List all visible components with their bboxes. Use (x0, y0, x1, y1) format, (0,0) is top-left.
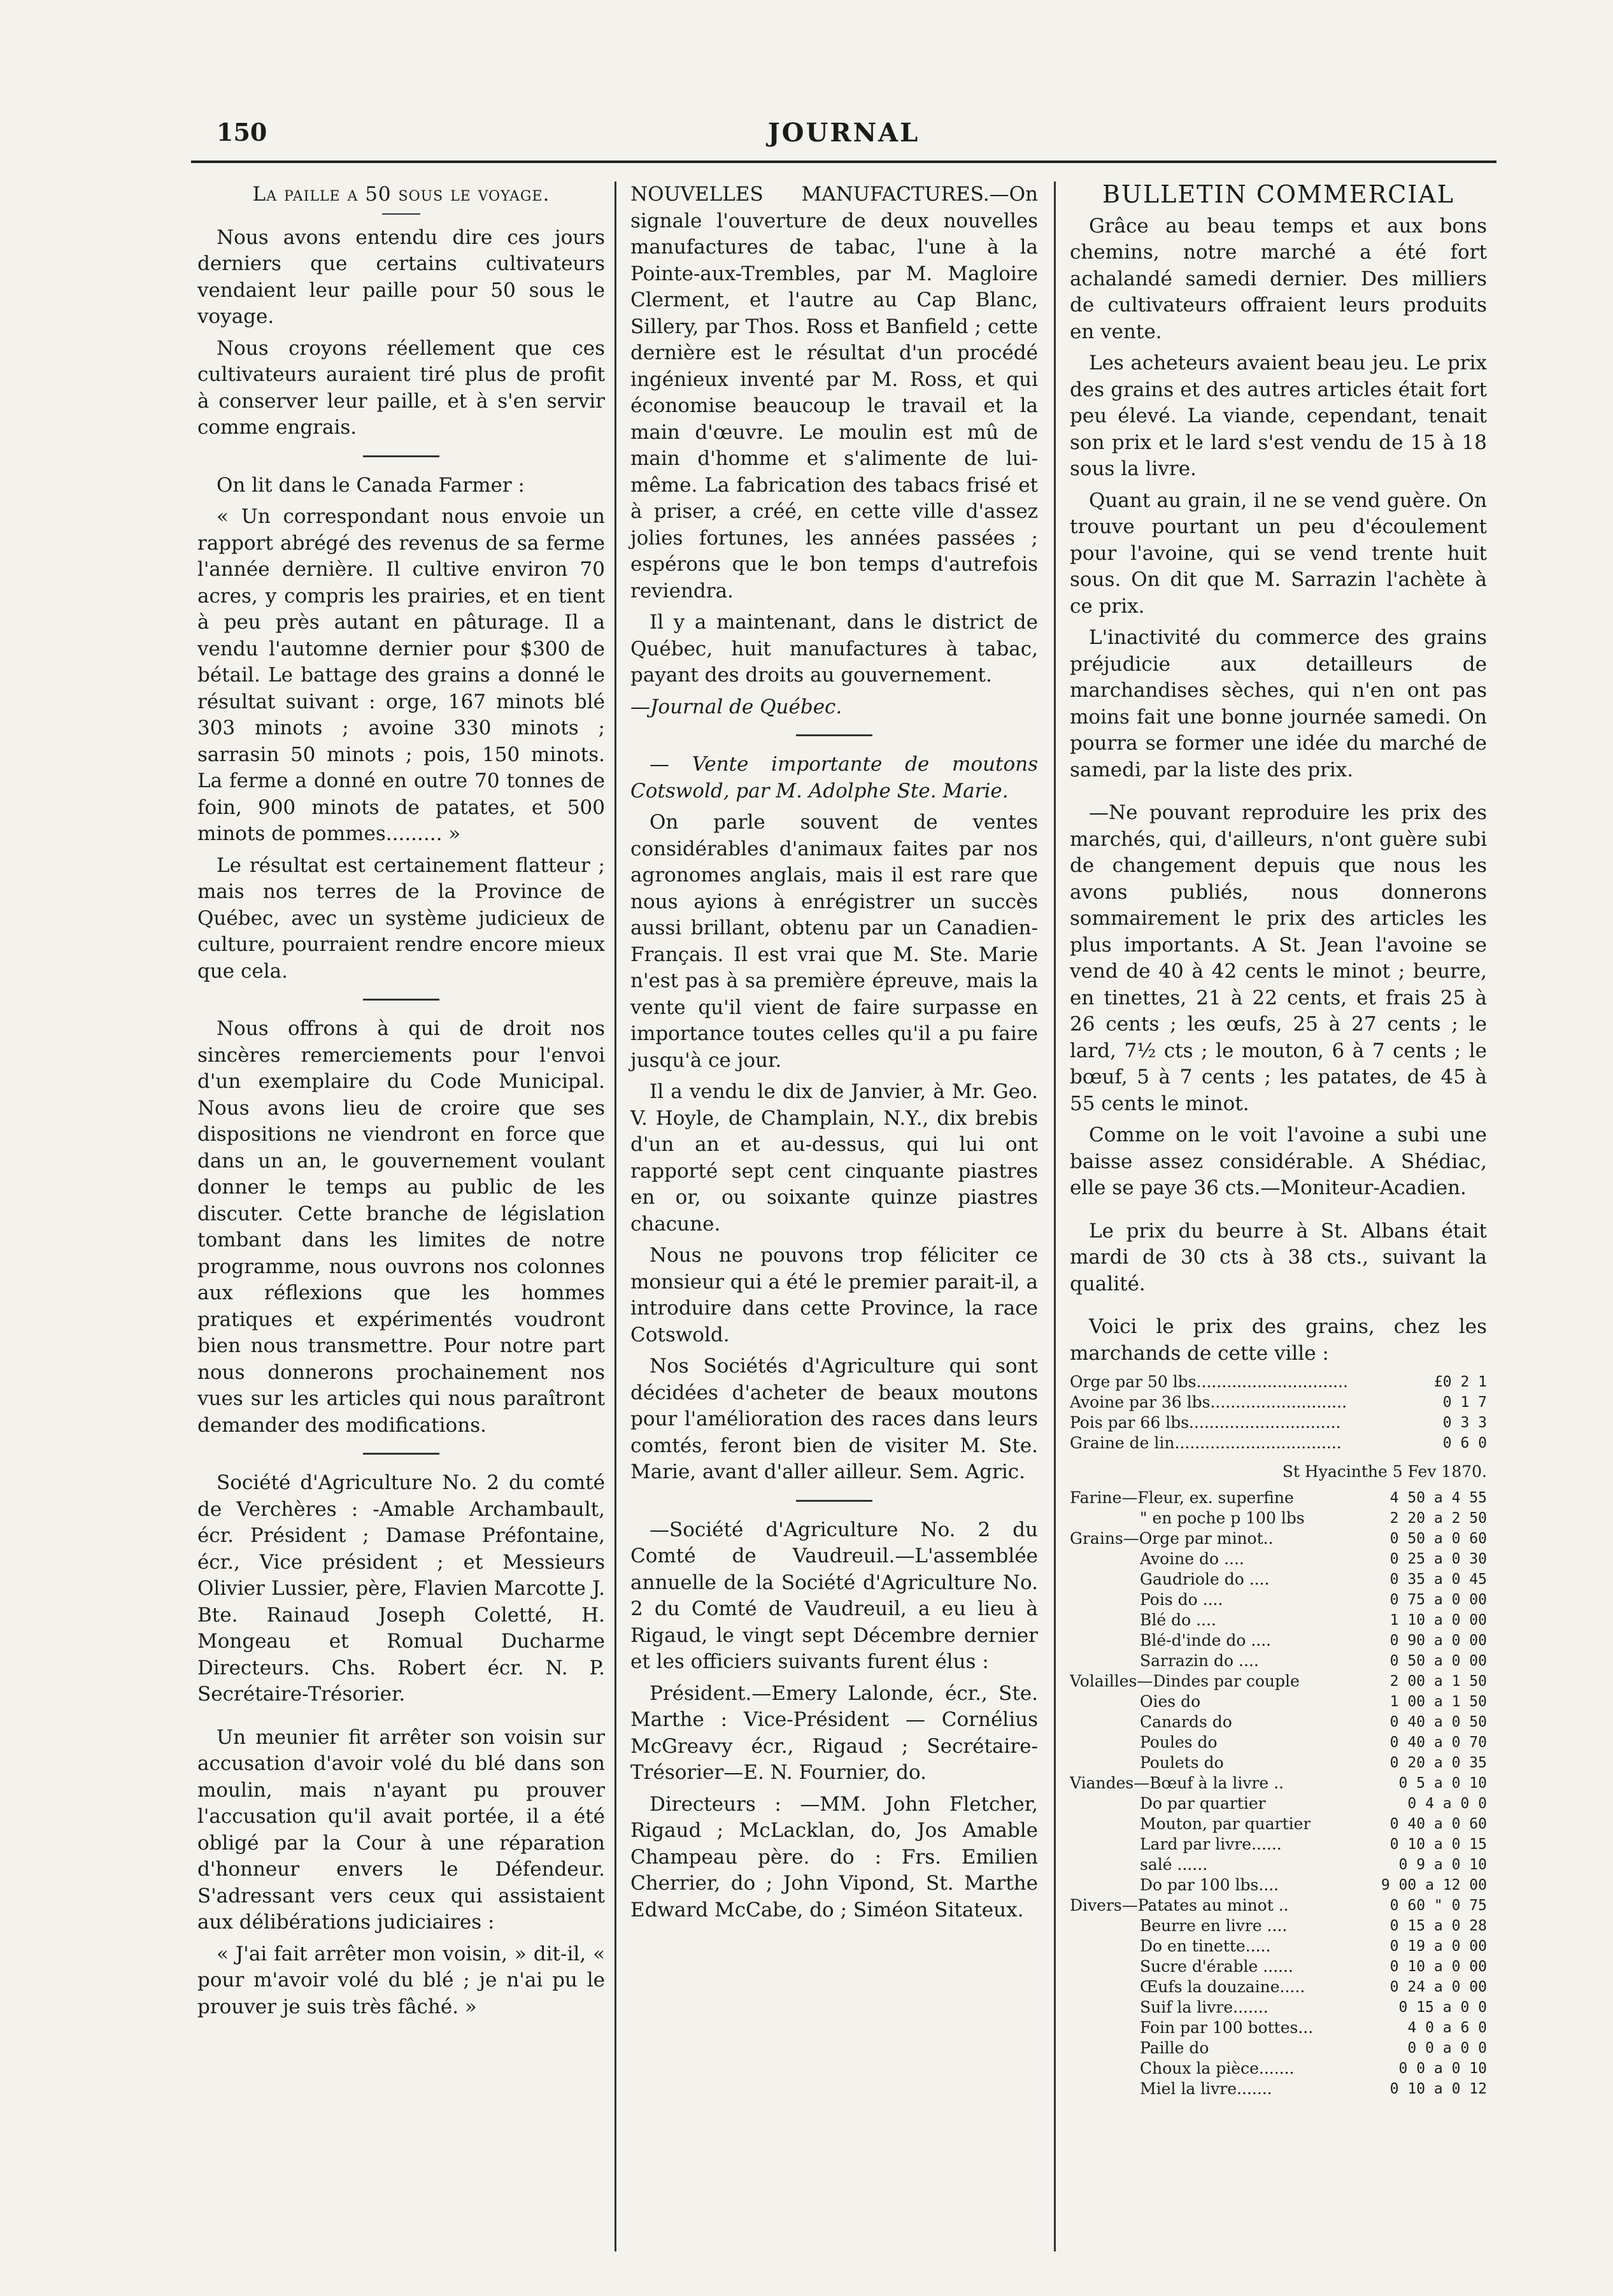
price-label: Volailles—Dindes par couple (1070, 1671, 1300, 1690)
price-row (1070, 1814, 1487, 1834)
price-row (1070, 2079, 1487, 2099)
price-value: 0 40 a 0 70 (1389, 1734, 1487, 1751)
paragraph: Le résultat est certainement flatteur ; mais nos terres de la Province de Québec, avec un système judicieux de culture, pourraient rendre encore mieux que cela. (197, 853, 605, 983)
price-label: Suif la livre....... (1140, 1997, 1268, 2016)
paragraph: Les acheteurs avaient beau jeu. Le prix des grains et des autres articles était fort peu élevé. La viande, cependant, tenait son prix et le lard s'est vendu de 15 à 18 sous la livre. (1070, 352, 1487, 480)
price-label: Paille do (1140, 2038, 1209, 2057)
price-row (1070, 2058, 1487, 2079)
price-row (1070, 1977, 1487, 1997)
price-row (1070, 1855, 1487, 1875)
price-row (1070, 1508, 1487, 1529)
price-row (1070, 1372, 1487, 1392)
price-label: Graine de lin................................. (1070, 1434, 1342, 1452)
price-label: Mouton, par quartier (1140, 1814, 1311, 1833)
price-value: 0 9 a 0 10 (1398, 1856, 1487, 1873)
paragraph: Nous avons entendu dire ces jours derniers que certains cultivateurs vendaient leur paille pour 50 sous le voyage. (197, 225, 605, 328)
price-label: Sucre d'érable ...... (1140, 1957, 1293, 1976)
price-value: 2 20 a 2 50 (1389, 1509, 1487, 1527)
price-value: 0 75 a 0 00 (1389, 1591, 1487, 1608)
paragraph: Nos Sociétés d'Agriculture qui sont décidées d'acheter de beaux moutons pour l'amélioration des races dans leurs comtés, feront bien de visiter M. Ste. Marie, avant d'aller ailleur. Sem. Agric. (630, 1355, 1038, 1483)
price-table-grains (1070, 1372, 1487, 1453)
price-value: 0 0 a 0 10 (1398, 2060, 1487, 2077)
price-value: 1 00 a 1 50 (1389, 1693, 1487, 1710)
price-row (1070, 1895, 1487, 1916)
page-number: 150 (217, 118, 267, 146)
price-label: Choux la pièce....... (1140, 2058, 1295, 2078)
paragraph: On parle souvent de ventes considérables d'animaux faites par nos agronomes anglais, mais il est rare que nous ayions à enrégistrer un succès aussi brillant, obtenu par un Canadien-Français. Il est vrai que M. Ste. Marie n'est pas à sa première épreuve, mais la vente qu'il vient de faire surpasse en importance toutes celles qu'il a pu faire jusqu'à ce jour. (630, 811, 1038, 1072)
paragraph: —Ne pouvant reproduire les prix des marchés, qui, d'ailleurs, n'ont guère subi de changement depuis que nous les avons publiés, nous donnerons sommairement le prix des articles les plus importants. A St. Jean l'avoine se vend de 40 à 42 cents le minot ; beurre, en tinettes, 21 à 22 cents, et frais 25 à 26 cents ; les œufs, 25 à 27 cents ; le lard, 7½ cts ; le mouton, 6 à 7 cents ; le bœuf, 5 à 7 cents ; les patates, de 45 à 55 cents le minot. (1070, 801, 1487, 1115)
price-row (1070, 1957, 1487, 1977)
price-label: Grains—Orge par minot.. (1070, 1529, 1274, 1548)
price-value: 0 24 a 0 00 (1389, 1978, 1487, 1995)
price-row (1070, 1753, 1487, 1773)
separator (363, 999, 439, 1001)
price-row (1070, 1488, 1487, 1508)
price-row (1070, 1793, 1487, 1814)
paragraph: « J'ai fait arrêter mon voisin, » dit-il, « pour m'avoir volé du blé ; je n'ai pu le prouver je suis très fâché. » (197, 1942, 605, 2018)
price-value: 0 60 " 0 75 (1389, 1897, 1487, 1914)
paragraph: Voici le prix des grains, chez les marchands de cette ville : (1070, 1315, 1487, 1365)
column-divider (615, 182, 616, 2251)
separator (363, 1453, 439, 1455)
price-value: 2 00 a 1 50 (1389, 1672, 1487, 1690)
price-value: 0 50 a 0 60 (1389, 1530, 1487, 1547)
paragraph: —Journal de Québec. (630, 695, 842, 718)
price-value: 4 0 a 6 0 (1407, 2019, 1487, 2036)
header-rule (191, 160, 1496, 163)
price-value: 0 15 a 0 28 (1389, 1917, 1487, 1934)
paragraph: Nous ne pouvons trop féliciter ce monsieur qui a été le premier parait-il, a introduire dans cette Province, la race Cotswold. (630, 1244, 1038, 1346)
price-label: Divers—Patates au minot .. (1070, 1895, 1289, 1915)
price-value: 0 40 a 0 50 (1389, 1713, 1487, 1730)
price-row (1070, 1529, 1487, 1549)
price-row (1070, 1433, 1487, 1453)
price-label: Sarrazin do .... (1140, 1651, 1259, 1670)
column-3 (1070, 182, 1487, 2099)
price-row (1070, 1549, 1487, 1569)
paragraph: Un meunier fit arrêter son voisin sur accusation d'avoir volé du blé dans son moulin, mais n'ayant pu prouver l'accusation qu'il avait portée, il a été obligé par la Cour à une réparation d'honneur envers le Défendeur. S'adressant vers ceux qui assistaient aux délibérations judiciaires : (197, 1725, 605, 1934)
price-row (1070, 1651, 1487, 1671)
price-value: 0 1 7 (1442, 1394, 1487, 1411)
separator (796, 1500, 872, 1502)
price-value: 0 90 a 0 00 (1389, 1632, 1487, 1649)
price-label: Blé do .... (1140, 1610, 1216, 1629)
paragraph: « Un correspondant nous envoie un rapport abrégé des revenus de sa ferme l'année dernière. Il cultive environ 70 acres, y compris les prairies, et en tient à peu près autant en pâturage. Il a vendu l'automne dernier pour $300 de bétail. Le battage des grains a donné le résultat suivant : orge, 167 minots blé 303 minots ; avoine 330 minots ; sarrasin 50 minots ; pois, 150 minots. La ferme a donné en outre 70 tonnes de foin, 900 minots de patates, et 500 minots de pommes......... » (197, 505, 605, 845)
price-label: Œufs la douzaine..... (1140, 1977, 1305, 1996)
price-label: Viandes—Bœuf à la livre .. (1070, 1773, 1284, 1792)
price-row (1070, 1392, 1487, 1413)
page-title: JOURNAL (767, 118, 920, 148)
price-label: Canards do (1140, 1712, 1232, 1731)
price-row (1070, 2018, 1487, 2038)
price-label: Do en tinette..... (1140, 1936, 1271, 1955)
price-value: 0 19 a 0 00 (1389, 1937, 1487, 1955)
column-divider (1054, 182, 1056, 2251)
price-value: 0 35 a 0 45 (1389, 1571, 1487, 1588)
paragraph: Grâce au beau temps et aux bons chemins, notre marché a été fort achalandé samedi dernier. Des milliers de cultivateurs offraient leurs produits en vente. (1070, 214, 1487, 343)
price-label: Pois par 66 lbs.............................. (1070, 1413, 1341, 1432)
price-row (1070, 1630, 1487, 1651)
price-row (1070, 1692, 1487, 1712)
price-label: Blé-d'inde do .... (1140, 1630, 1272, 1650)
price-value: 0 50 a 0 00 (1389, 1652, 1487, 1669)
column-2 (630, 182, 1038, 1929)
separator (382, 213, 420, 215)
price-label: Oies do (1140, 1692, 1201, 1711)
price-row (1070, 1732, 1487, 1753)
price-row (1070, 1875, 1487, 1895)
price-value: 0 10 a 0 12 (1389, 2080, 1487, 2097)
article-heading: La paille a 50 sous le voyage. (252, 183, 550, 206)
price-value: 0 40 a 0 60 (1389, 1815, 1487, 1832)
price-row (1070, 1916, 1487, 1936)
price-label: Do par 100 lbs.... (1140, 1875, 1279, 1894)
price-label: Foin par 100 bottes... (1140, 2018, 1314, 2037)
article-heading: BULLETIN COMMERCIAL (1102, 180, 1454, 208)
price-value: 0 3 3 (1442, 1415, 1487, 1431)
price-value: 9 00 a 12 00 (1381, 1876, 1487, 1893)
price-label: Avoine par 36 lbs........................... (1070, 1393, 1347, 1411)
price-label: Poulets do (1140, 1753, 1224, 1772)
paragraph: Président.—Emery Lalonde, écr., Ste. Marthe : Vice-Président — Cornélius McGreavy écr., Rigaud ; Secrétaire-Trésorier—E. N. Fournier, do. (630, 1681, 1038, 1784)
price-label: " en poche p 100 lbs (1140, 1508, 1305, 1527)
price-row (1070, 1610, 1487, 1630)
price-label: Avoine do .... (1140, 1549, 1244, 1568)
price-date: St Hyacinthe 5 Fev 1870. (1282, 1462, 1487, 1481)
price-value: 0 25 a 0 30 (1389, 1550, 1487, 1567)
price-value: 0 4 a 0 0 (1407, 1795, 1487, 1812)
price-label: Lard par livre...... (1140, 1834, 1282, 1853)
price-label: Miel la livre....... (1140, 2079, 1272, 2098)
price-row (1070, 1590, 1487, 1610)
price-value: 0 6 0 (1442, 1435, 1487, 1451)
separator (363, 455, 439, 457)
price-label: Orge par 50 lbs.............................. (1070, 1373, 1348, 1391)
paragraph: Quant au grain, il ne se vend guère. On trouve pourtant un peu d'écoulement pour l'avoine, qui se vend trente huit sous. On dit que M. Sarrazin l'achète à ce prix. (1070, 488, 1487, 618)
price-value: 0 5 a 0 10 (1398, 1774, 1487, 1792)
price-value: 0 10 a 0 00 (1389, 1958, 1487, 1975)
price-value: 0 15 a 0 0 (1398, 1999, 1487, 2016)
paragraph: Le prix du beurre à St. Albans était mardi de 30 cts à 38 cts., suivant la qualité. (1070, 1219, 1487, 1295)
paragraph: L'inactivité du commerce des grains préjudicie aux detailleurs de marchandises sèches, qui n'en ont pas moins fait une bonne journée samedi. On pourra se former une idée du marché de samedi, par la liste des prix. (1070, 626, 1487, 781)
price-value: 0 20 a 0 35 (1389, 1754, 1487, 1771)
price-label: Farine—Fleur, ex. superfine (1070, 1488, 1294, 1507)
paragraph: Il a vendu le dix de Janvier, à Mr. Geo. V. Hoyle, de Champlain, N.Y., dix brebis d'un an et au-dessus, qui lui ont rapporté sept cent cinquante piastres en or, ou soixante quinze piastres chacune. (630, 1080, 1038, 1236)
paragraph: Il y a maintenant, dans le district de Québec, huit manufactures à tabac, payant des droits au gouvernement. (630, 611, 1038, 687)
price-label: Pois do .... (1140, 1590, 1223, 1609)
paragraph: —Société d'Agriculture No. 2 du Comté de Vaudreuil.—L'assemblée annuelle de la Société d'Agriculture No. 2 du Comté de Vaudreuil, a eu lieu à Rigaud, le vingt sept Décembre dernier et les officiers suivants furent élus : (630, 1518, 1038, 1673)
price-value: 0 0 a 0 0 (1407, 2039, 1487, 2057)
price-value: 1 10 a 0 00 (1389, 1611, 1487, 1629)
price-row (1070, 1712, 1487, 1732)
separator (796, 734, 872, 736)
page-header (191, 118, 1496, 156)
price-value: 0 10 a 0 15 (1389, 1836, 1487, 1853)
paragraph: Nous croyons réellement que ces cultivateurs auraient tiré plus de profit à conserver leur paille, et à s'en servir comme engrais. (197, 336, 605, 439)
article-heading: — Vente importante de moutons Cotswold, par M. Adolphe Ste. Marie. (630, 753, 1038, 802)
price-row (1070, 1936, 1487, 1957)
price-label: salé ...... (1140, 1855, 1208, 1874)
price-row (1070, 1413, 1487, 1433)
price-label: Do par quartier (1140, 1793, 1266, 1813)
price-row (1070, 1773, 1487, 1793)
price-row (1070, 1834, 1487, 1855)
price-value: £0 2 1 (1433, 1374, 1487, 1390)
paragraph: Comme on le voit l'avoine a subi une baisse assez considérable. A Shédiac, elle se paye 36 cts.—Moniteur-Acadien. (1070, 1123, 1487, 1199)
price-value: 4 50 a 4 55 (1389, 1489, 1487, 1506)
paragraph: Société d'Agriculture No. 2 du comté de Verchères : -Amable Archambault, écr. Président ; Damase Préfontaine, écr., Vice président ; et Messieurs Olivier Lussier, père, Flavien Marcotte J. Bte. Rainaud Joseph Coletté, H. Mongeau et Romual Ducharme Directeurs. Chs. Robert écr. N. P. Secrétaire-Trésorier. (197, 1471, 605, 1706)
column-1 (197, 182, 605, 2025)
price-row (1070, 2038, 1487, 2058)
price-label: Poules do (1140, 1732, 1218, 1751)
price-table-market (1070, 1488, 1487, 2099)
paragraph: Nous offrons à qui de droit nos sincères remerciements pour l'envoi d'un exemplaire du Code Municipal. Nous avons lieu de croire que ses dispositions ne viendront en force que dans un an, le gouvernement voulant donner le temps au public de les discuter. Cette branche de législation tombant dans les limites de notre programme, nous ouvrons nos colonnes aux réflexions que les hommes pratiques et expérimentés voudront bien nous transmettre. Pour notre part nous donnerons prochainement nos vues sur les articles qui nous paraîtront demander des modifications. (197, 1017, 605, 1437)
paragraph: Directeurs : —MM. John Fletcher, Rigaud ; McLacklan, do, Jos Amable Champeau père. do : Frs. Emilien Cherrier, do ; John Vipond, St. Marthe Edward McCabe, do ; Siméon Sitateux. (630, 1792, 1038, 1922)
paragraph: NOUVELLES MANUFACTURES.—On signale l'ouverture de deux nouvelles manufactures de tabac, l'une à la Pointe-aux-Trembles, par M. Magloire Clerment, et l'autre au Cap Blanc, Sillery, par Thos. Ross et Banfield ; cette dernière est le résultat d'un procédé ingénieux inventé par M. Ross, et qui économise beaucoup le travail et la main d'œuvre. Le moulin est mû de main d'homme et s'alimente de lui-même. La fabrication des tabacs frisé et à priser, a créé, en cette ville d'assez jolies fortunes, les années passées ; espérons que le bon temps d'autrefois reviendra. (630, 183, 1038, 603)
price-row (1070, 1569, 1487, 1590)
price-row (1070, 1997, 1487, 2018)
paragraph: On lit dans le Canada Farmer : (217, 473, 525, 497)
price-row (1070, 1671, 1487, 1692)
price-label: Beurre en livre .... (1140, 1916, 1288, 1935)
price-label: Gaudriole do .... (1140, 1569, 1270, 1588)
